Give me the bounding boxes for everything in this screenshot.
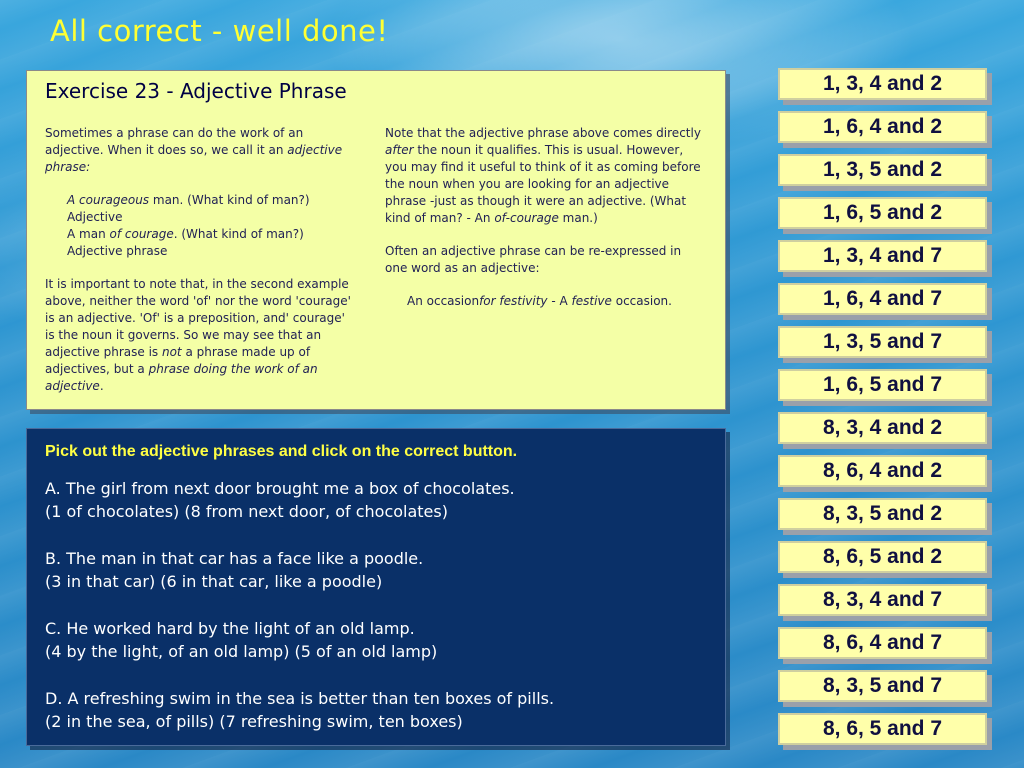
question-d: D. A refreshing swim in the sea is better than ten boxes of pills. (2 in the sea, of pills) (7 refreshing swim, ten boxes) bbox=[45, 689, 555, 731]
theory-intro: Sometimes a phrase can do the work of an adjective. When it does so, we call it an adjective phrase: bbox=[45, 126, 343, 174]
theory-left-column bbox=[45, 125, 355, 411]
theory-note: It is important to note that, in the second example above, neither the word 'of' nor the word 'courage' is an adjective. 'Of' is a preposition, and' courage' is the noun it governs. So we may see that an adjective phrase is not a phrase made up of adjectives, but a phrase doing the work of an adjective. bbox=[45, 277, 351, 393]
answer-button[interactable]: 1, 3, 5 and 7 bbox=[778, 326, 987, 358]
answer-button[interactable]: 1, 3, 4 and 7 bbox=[778, 240, 987, 272]
answer-button[interactable]: 1, 6, 5 and 2 bbox=[778, 197, 987, 229]
answer-button[interactable]: 1, 6, 5 and 7 bbox=[778, 369, 987, 401]
answer-button[interactable]: 8, 3, 5 and 7 bbox=[778, 670, 987, 702]
theory-panel bbox=[26, 70, 726, 410]
theory-right-column bbox=[385, 125, 705, 326]
answer-button[interactable]: 1, 3, 4 and 2 bbox=[778, 68, 987, 100]
exercise-panel bbox=[26, 428, 726, 746]
answer-button[interactable]: 8, 6, 4 and 2 bbox=[778, 455, 987, 487]
theory-reexpress-note: Often an adjective phrase can be re-expressed in one word as an adjective: bbox=[385, 244, 682, 275]
answer-button[interactable]: 1, 6, 4 and 7 bbox=[778, 283, 987, 315]
answer-button[interactable]: 8, 6, 5 and 7 bbox=[778, 713, 987, 745]
exercise-instruction: Pick out the adjective phrases and click on the correct button. bbox=[45, 443, 518, 460]
theory-reexpress-example: An occasionfor festivity - A festive occasion. bbox=[407, 294, 672, 308]
theory-position-note: Note that the adjective phrase above comes directly after the noun it qualifies. This is usual. However, you may find it useful to think of it as coming before the noun when you are looking for an adjective phrase -just as though it were an adjective. (What kind of man? - An of-courage man.) bbox=[385, 126, 701, 225]
answer-button[interactable]: 8, 6, 4 and 7 bbox=[778, 627, 987, 659]
answer-button[interactable]: 1, 3, 5 and 2 bbox=[778, 154, 987, 186]
answer-button[interactable]: 8, 6, 5 and 2 bbox=[778, 541, 987, 573]
answer-button[interactable]: 8, 3, 4 and 7 bbox=[778, 584, 987, 616]
question-c: C. He worked hard by the light of an old lamp. (4 by the light, of an old lamp) (5 of an old lamp) bbox=[45, 619, 438, 661]
answer-button[interactable]: 8, 3, 5 and 2 bbox=[778, 498, 987, 530]
question-b: B. The man in that car has a face like a poodle. (3 in that car) (6 in that car, like a poodle) bbox=[45, 549, 424, 591]
question-list bbox=[45, 477, 715, 757]
page-title: All correct - well done! bbox=[50, 14, 389, 48]
exercise-heading: Exercise 23 - Adjective Phrase bbox=[45, 79, 347, 103]
theory-examples: A courageous man. (What kind of man?) Adjective A man of courage. (What kind of man?) Adjective phrase bbox=[67, 193, 310, 258]
answer-button[interactable]: 8, 3, 4 and 2 bbox=[778, 412, 987, 444]
answer-button[interactable]: 1, 6, 4 and 2 bbox=[778, 111, 987, 143]
question-a: A. The girl from next door brought me a box of chocolates. (1 of chocolates) (8 from next door, of chocolates) bbox=[45, 479, 515, 521]
